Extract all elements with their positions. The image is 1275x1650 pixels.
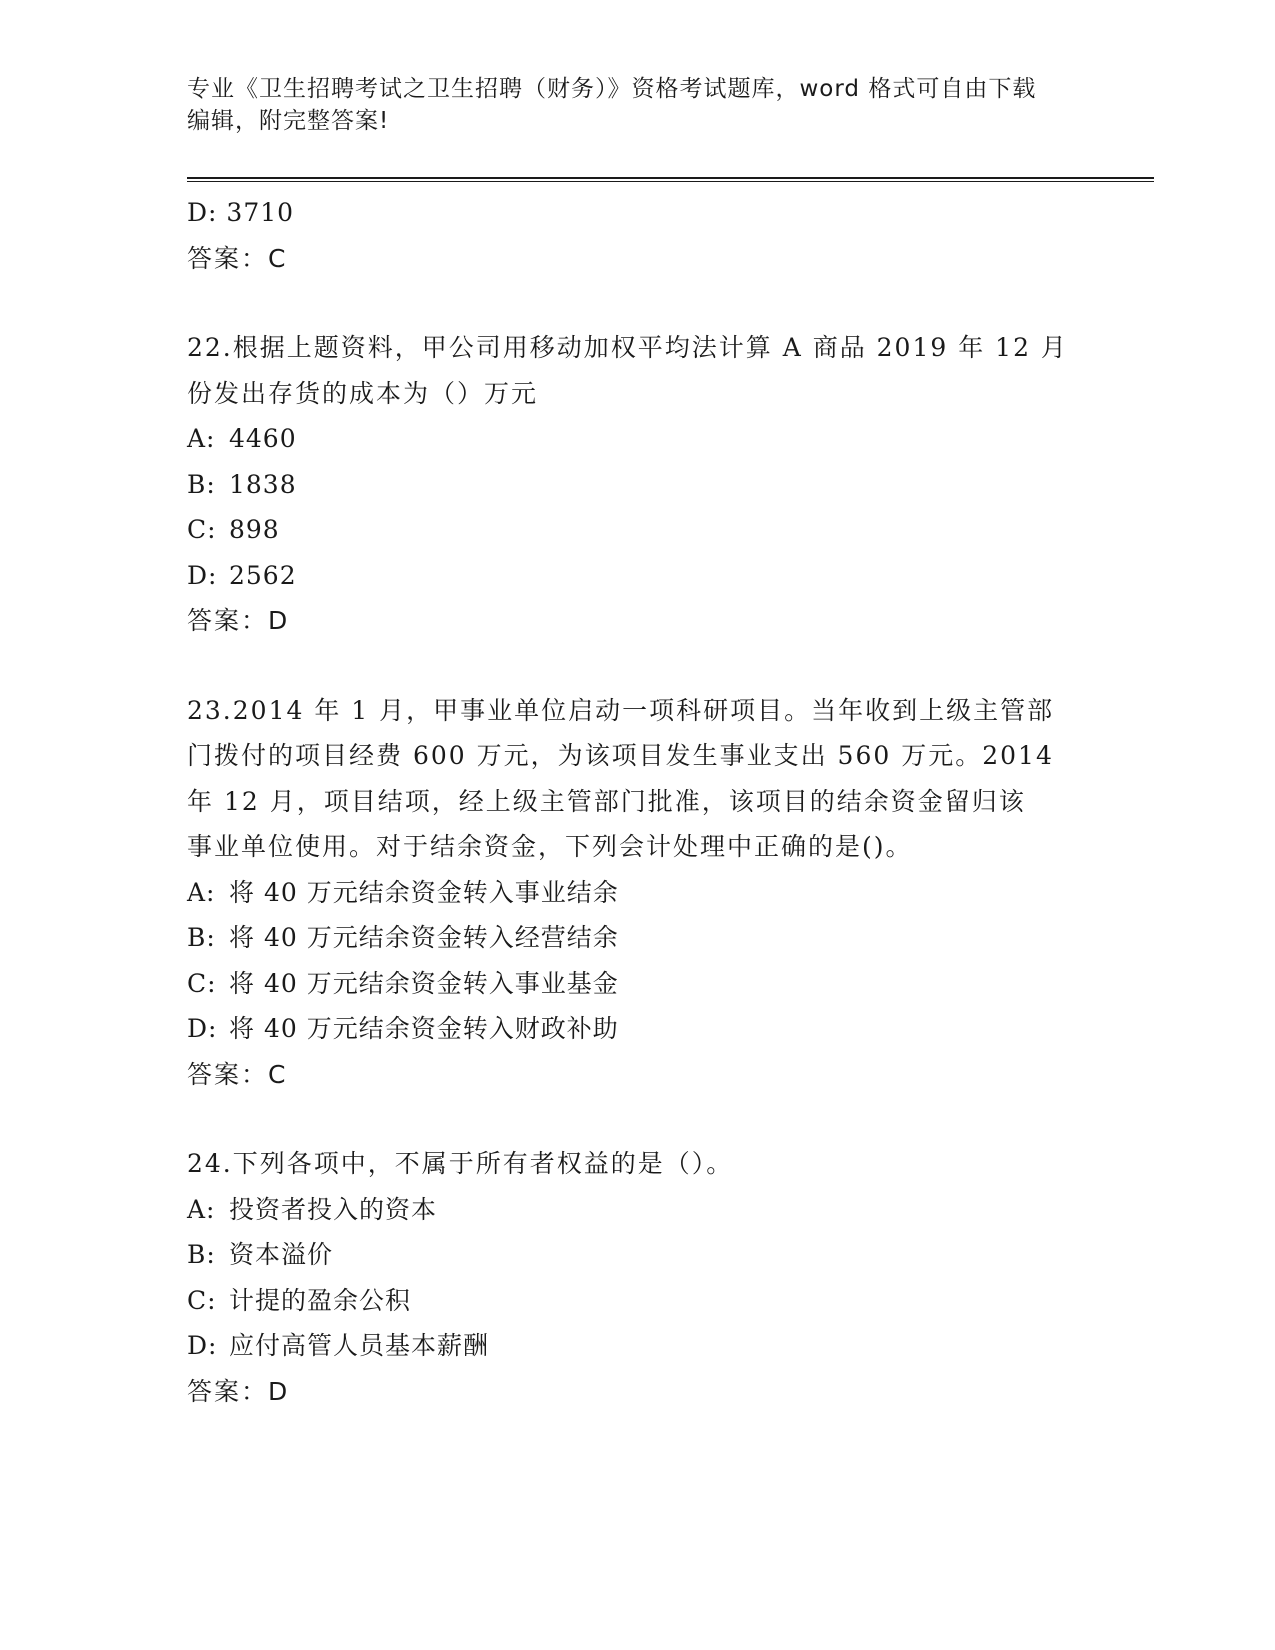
option-text: 计提的盈余公积 xyxy=(229,1285,412,1315)
question-22 xyxy=(187,325,1087,644)
option-key: B: xyxy=(187,1240,216,1269)
option-text: 资本溢价 xyxy=(229,1240,334,1269)
option-text: 将 40 万元结余资金转入事业结余 xyxy=(229,877,619,907)
header-line-1: 专业《卫生招聘考试之卫生招聘（财务）》资格考试题库，word 格式可自由下载 xyxy=(187,76,1037,102)
spacer xyxy=(187,281,1087,325)
question-stem xyxy=(187,325,1087,416)
option-text: 投资者投入的资本 xyxy=(229,1194,438,1224)
question-content xyxy=(187,190,1087,1414)
question-stem xyxy=(187,1141,1087,1187)
option-key: D: xyxy=(187,1014,218,1043)
option-text: 4460 xyxy=(229,424,297,453)
stem-line: 门拨付的项目经费 600 万元，为该项目发生事业支出 560 万元。2014 xyxy=(187,741,1054,770)
spacer xyxy=(187,644,1087,688)
stem-line: 份发出存货的成本为（）万元 xyxy=(187,378,539,408)
question-23 xyxy=(187,688,1087,1098)
option-key: A: xyxy=(187,424,216,453)
spacer xyxy=(187,1097,1087,1141)
option-text: 应付高管人员基本薪酬 xyxy=(229,1331,490,1360)
option-key: C: xyxy=(187,968,217,998)
option-key: A: xyxy=(187,1194,216,1224)
header-line-2: 编辑，附完整答案! xyxy=(187,108,390,134)
option-key: B: xyxy=(187,469,216,499)
option-d: D: 3710 xyxy=(187,198,295,227)
stem-line: 22.根据上题资料，甲公司用移动加权平均法计算 A 商品 2019 年 12 月 xyxy=(187,333,1068,362)
option-key: A: xyxy=(187,877,216,907)
question-24 xyxy=(187,1141,1087,1414)
answer-label: 答案：C xyxy=(187,243,288,273)
option-a xyxy=(187,870,1087,916)
page-header xyxy=(187,73,1087,137)
answer-label: 答案：C xyxy=(187,1059,288,1089)
option-b xyxy=(187,1232,1087,1278)
option-text: 将 40 万元结余资金转入事业基金 xyxy=(229,968,619,998)
stem-line: 24.下列各项中，不属于所有者权益的是（）。 xyxy=(187,1149,734,1178)
option-text: 将 40 万元结余资金转入财政补助 xyxy=(229,1014,619,1043)
option-text: 将 40 万元结余资金转入经营结余 xyxy=(229,923,619,952)
option-text: 2562 xyxy=(229,560,297,590)
option-text: 898 xyxy=(229,515,280,544)
option-b xyxy=(187,462,1087,508)
answer-label: 答案：D xyxy=(187,1376,290,1406)
question-21-tail xyxy=(187,190,1087,281)
option-key: B: xyxy=(187,923,216,952)
option-b xyxy=(187,915,1087,961)
option-a xyxy=(187,1187,1087,1233)
option-c xyxy=(187,507,1087,553)
option-a xyxy=(187,416,1087,462)
option-key: C: xyxy=(187,515,217,544)
stem-line: 年 12 月，项目结项，经上级主管部门批准，该项目的结余资金留归该 xyxy=(187,786,1026,816)
option-text: 1838 xyxy=(229,469,297,499)
option-d xyxy=(187,553,1087,599)
stem-line: 事业单位使用。对于结余资金，下列会计处理中正确的是()。 xyxy=(187,832,913,861)
option-key: D: xyxy=(187,560,218,590)
answer-label: 答案：D xyxy=(187,606,290,635)
option-c xyxy=(187,961,1087,1007)
option-key: C: xyxy=(187,1285,217,1315)
stem-line: 23.2014 年 1 月，甲事业单位启动一项科研项目。当年收到上级主管部 xyxy=(187,695,1055,725)
header-divider xyxy=(187,177,1154,182)
question-stem xyxy=(187,688,1087,870)
option-key: D: xyxy=(187,1331,218,1360)
option-d xyxy=(187,1006,1087,1052)
option-d xyxy=(187,1323,1087,1369)
option-c xyxy=(187,1278,1087,1324)
